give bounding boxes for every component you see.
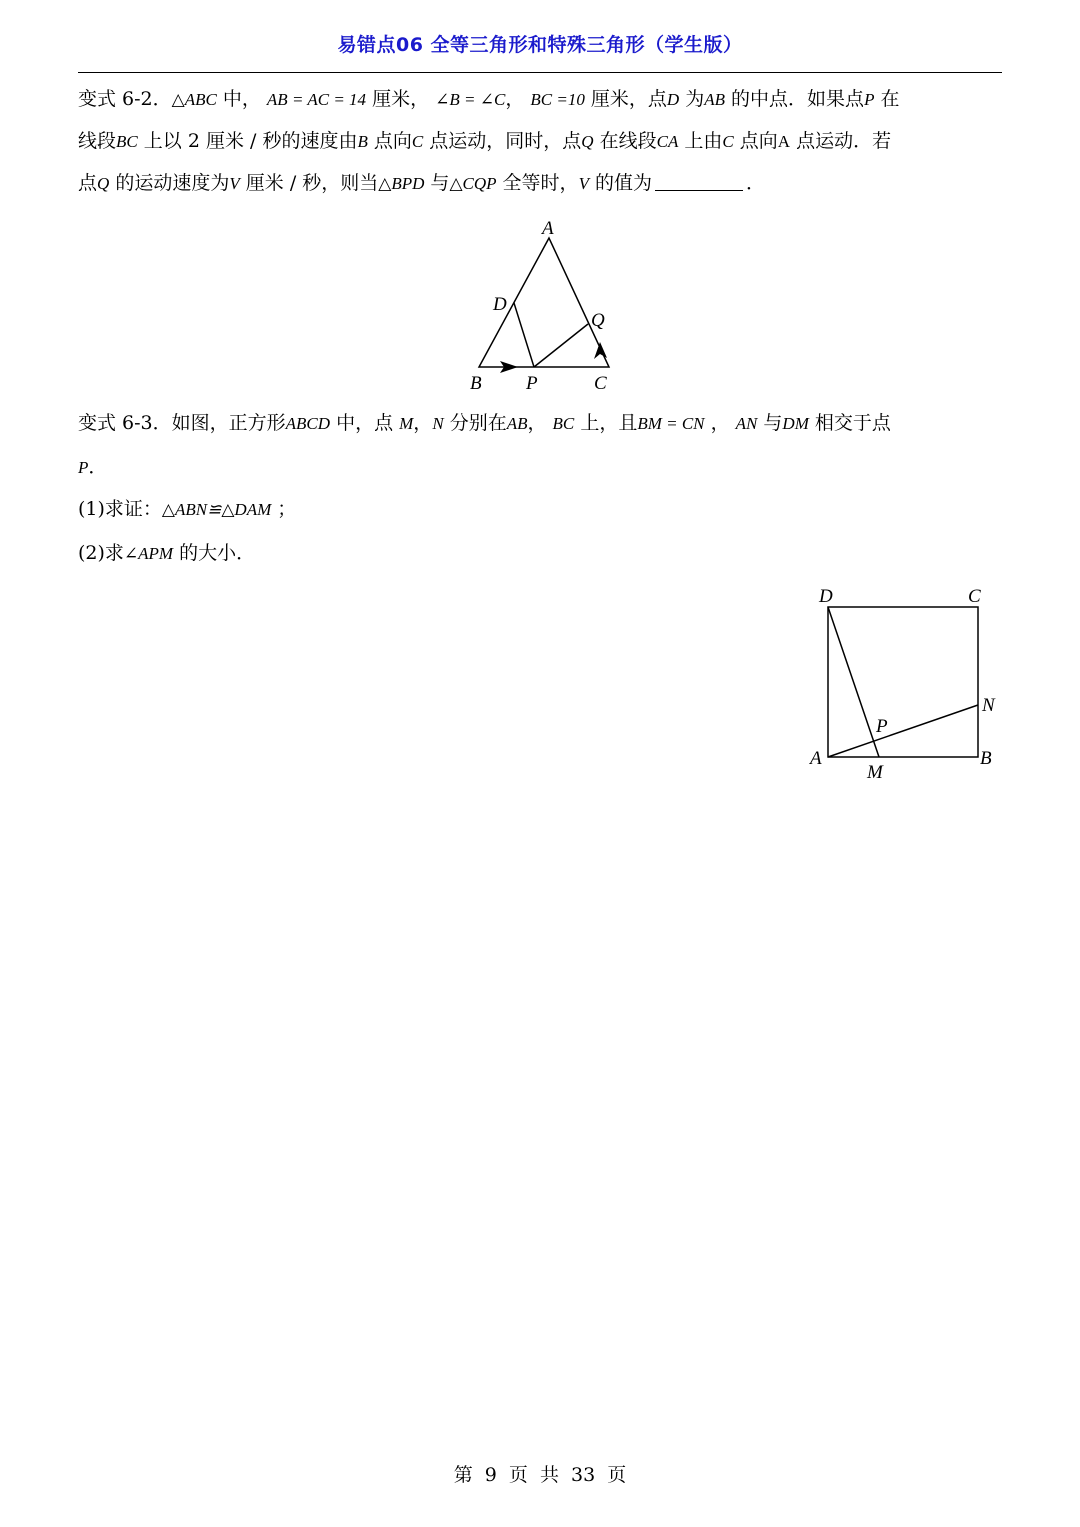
math: V — [229, 174, 240, 193]
segment-dm — [828, 607, 879, 757]
text: 点向 — [733, 130, 778, 152]
page-header-title: 易错点06 全等三角形和特殊三角形（学生版） — [337, 34, 743, 56]
math: ∠B = ∠C — [435, 90, 506, 109]
math: A — [777, 132, 791, 151]
math: △BPD — [378, 174, 425, 193]
text: 点运动，同时，点 — [423, 130, 582, 152]
math: N — [432, 414, 444, 433]
math: P — [78, 458, 89, 477]
problem-6-3-part-1 — [78, 494, 296, 525]
math: BC — [116, 132, 138, 151]
text: ． — [88, 456, 108, 478]
math: △ABC — [171, 90, 217, 109]
math: M — [399, 414, 414, 433]
problem-6-3-line-1 — [78, 408, 891, 439]
text: 上以 2 厘米 / 秒的速度由 — [137, 130, 358, 152]
text: 点向 — [367, 130, 412, 152]
text: 为 — [679, 88, 705, 110]
text: 变式 6-3．如图，正方形 — [78, 412, 286, 434]
math: C — [411, 132, 424, 151]
label-p: P — [526, 373, 538, 394]
triangle-figure — [460, 212, 630, 401]
label-a: A — [810, 748, 822, 769]
label-c: C — [594, 373, 607, 394]
label-c: C — [968, 586, 981, 607]
label-b: B — [470, 373, 482, 394]
text: 上，且 — [574, 412, 638, 434]
label-d: D — [493, 294, 507, 315]
text: 厘米，点 — [584, 88, 667, 110]
segment-dp — [514, 303, 534, 367]
segment-an — [828, 705, 978, 757]
header-divider — [78, 72, 1002, 73]
text: 中， — [216, 88, 261, 110]
text: 中，点 — [330, 412, 400, 434]
text: ， — [413, 412, 433, 434]
text: 线段 — [78, 130, 117, 152]
problem-6-3-line-2 — [78, 452, 107, 483]
text: 相交于点 — [808, 412, 891, 434]
problem-6-2-line-2 — [78, 126, 891, 157]
math: D — [666, 90, 680, 109]
label-p: P — [876, 716, 888, 737]
problem-6-2-line-1 — [78, 84, 900, 115]
math: AB — [704, 90, 726, 109]
arrow-ca — [594, 342, 607, 359]
text: 的值为 — [588, 172, 652, 194]
problem-6-3-part-2 — [78, 538, 255, 569]
text: 厘米， — [366, 88, 430, 110]
text: 分别在 — [443, 412, 507, 434]
math: BC — [552, 414, 575, 433]
math: BC =10 — [530, 90, 585, 109]
math: V — [578, 174, 589, 193]
page-number-footer: 第 9 页 共 33 页 — [453, 1464, 627, 1486]
text: ， — [527, 412, 547, 434]
math: DM — [782, 414, 809, 433]
text: ， — [710, 412, 730, 434]
square-figure — [800, 580, 1010, 789]
text: 与 — [424, 172, 450, 194]
text: ， — [505, 88, 525, 110]
text: 在线段 — [593, 130, 657, 152]
math: AN — [735, 414, 758, 433]
text: (1)求证： — [78, 498, 162, 520]
math: AB = AC = 14 — [266, 90, 367, 109]
math: △CQP — [449, 174, 497, 193]
math: B — [357, 132, 368, 151]
math: P — [864, 90, 875, 109]
text: 的大小． — [173, 542, 256, 564]
text: 点运动．若 — [790, 130, 892, 152]
text: 点 — [78, 172, 98, 194]
math: ABCD — [285, 414, 331, 433]
text: 的运动速度为 — [109, 172, 230, 194]
label-m: M — [867, 762, 883, 783]
text: (2)求 — [78, 542, 124, 564]
label-a: A — [542, 218, 554, 239]
text: 厘米 / 秒，则当 — [239, 172, 379, 194]
math: BM = CN — [637, 414, 705, 433]
text: 上由 — [678, 130, 723, 152]
math: Q — [581, 132, 594, 151]
problem-6-2-line-3 — [78, 168, 765, 199]
math: △ABN≌△DAM — [161, 500, 272, 519]
label-n: N — [982, 695, 995, 716]
text: 与 — [757, 412, 783, 434]
math: CA — [656, 132, 679, 151]
segment-pq — [534, 324, 588, 367]
math: C — [722, 132, 734, 151]
math: Q — [97, 174, 110, 193]
text: 变式 6-2． — [78, 88, 172, 110]
answer-blank[interactable] — [655, 170, 743, 191]
text: 在 — [874, 88, 900, 110]
math: AB — [506, 414, 528, 433]
label-b: B — [980, 748, 992, 769]
text: ． — [746, 172, 766, 194]
text: ； — [277, 498, 297, 520]
label-d: D — [819, 586, 833, 607]
label-q: Q — [591, 310, 605, 331]
text: 的中点．如果点 — [725, 88, 865, 110]
math: ∠APM — [123, 544, 174, 563]
square-abcd — [828, 607, 978, 757]
text: 全等时， — [496, 172, 579, 194]
